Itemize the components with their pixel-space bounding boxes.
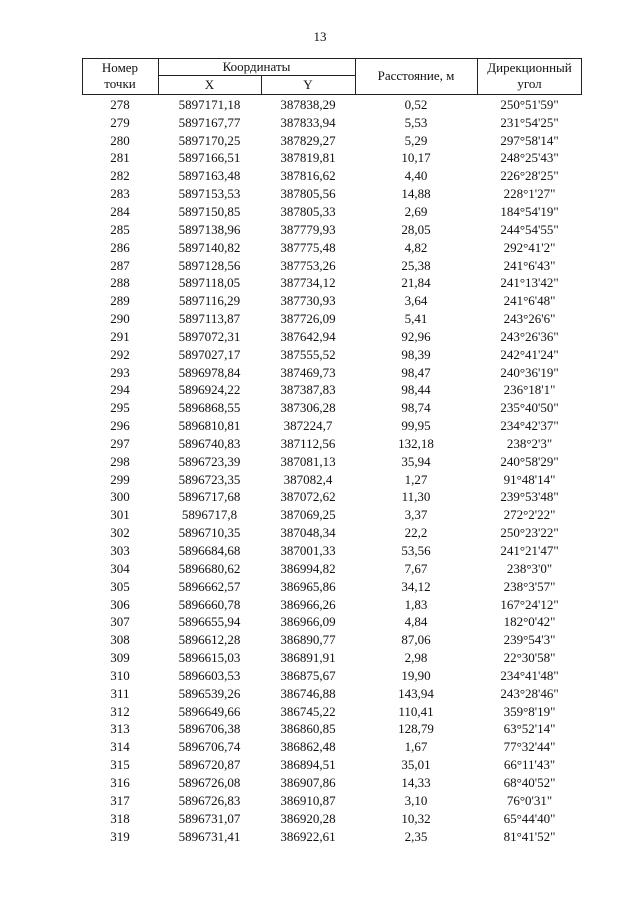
distance-cell: 5,53 (404, 114, 428, 130)
coord-y-cell: 387069,25 (280, 507, 336, 523)
coord-x-cell: 5896978,84 (178, 364, 241, 380)
coord-x-cell: 5896612,28 (178, 632, 241, 648)
distance-cell: 10,17 (401, 150, 431, 166)
coord-y-cell: 386922,61 (280, 828, 336, 844)
distance-cell: 92,96 (401, 328, 431, 344)
distance-cell: 19,90 (401, 667, 431, 683)
table-row (82, 310, 582, 328)
coord-y-cell: 386966,09 (280, 614, 336, 630)
point-number-cell: 288 (110, 275, 130, 291)
table-row (82, 792, 582, 810)
coord-y-cell: 387224,7 (283, 418, 333, 434)
coord-x-cell: 5897138,96 (178, 221, 241, 237)
header-number-line2: точки (104, 76, 136, 91)
coord-x-cell: 5896720,87 (178, 757, 241, 773)
coord-x-cell: 5896649,66 (178, 703, 241, 719)
coord-x-cell: 5896726,08 (178, 774, 241, 790)
header-number-line1: Номер (101, 60, 139, 75)
coord-y-cell: 387642,94 (280, 328, 336, 344)
coord-y-cell: 387555,52 (280, 346, 336, 362)
distance-cell: 22,2 (404, 525, 428, 541)
coord-y-cell: 386890,77 (280, 632, 336, 648)
coord-y-cell: 387726,09 (280, 311, 336, 327)
distance-cell: 98,74 (401, 400, 431, 416)
coord-x-cell: 5896723,39 (178, 453, 241, 469)
coord-x-cell: 5897118,05 (178, 275, 241, 291)
point-number-cell: 307 (110, 614, 130, 630)
direction-angle-cell: 184°54'19" (500, 203, 559, 219)
point-number-cell: 309 (110, 650, 130, 666)
point-number-cell: 315 (110, 757, 130, 773)
direction-angle-cell: 250°51'59" (500, 96, 559, 112)
distance-cell: 98,39 (401, 346, 431, 362)
distance-cell: 3,37 (404, 507, 428, 523)
point-number-cell: 294 (110, 382, 130, 398)
coord-y-cell: 387387,83 (280, 382, 336, 398)
distance-cell: 3,64 (404, 293, 428, 309)
point-number-cell: 305 (110, 578, 130, 594)
table-header (82, 58, 582, 94)
table-row (82, 185, 582, 203)
table-row (82, 756, 582, 774)
header-y: Y (303, 77, 313, 92)
point-number-cell: 306 (110, 596, 130, 612)
direction-angle-cell: 234°42'37" (500, 418, 559, 434)
direction-angle-cell: 244°54'55" (500, 221, 559, 237)
point-number-cell: 319 (110, 828, 130, 844)
coord-x-cell: 5897027,17 (178, 346, 241, 362)
point-number-cell: 287 (110, 257, 130, 273)
point-number-cell: 292 (110, 346, 130, 362)
direction-angle-cell: 243°26'6" (503, 311, 556, 327)
coord-y-cell: 386910,87 (280, 792, 336, 808)
distance-cell: 4,40 (404, 168, 428, 184)
distance-cell: 2,98 (404, 650, 428, 666)
coord-x-cell: 5896660,78 (178, 596, 241, 612)
distance-cell: 14,33 (401, 774, 431, 790)
distance-cell: 21,84 (401, 275, 431, 291)
coord-x-cell: 5897167,77 (178, 114, 241, 130)
coord-y-cell: 386875,67 (280, 667, 336, 683)
coord-x-cell: 5897072,31 (178, 328, 241, 344)
table-row (82, 810, 582, 828)
coord-x-cell: 5896706,38 (178, 721, 241, 737)
point-number-cell: 279 (110, 114, 130, 130)
table-row (82, 685, 582, 703)
coord-x-cell: 5896810,81 (178, 418, 241, 434)
distance-cell: 98,47 (401, 364, 431, 380)
table-row (82, 221, 582, 239)
coord-x-cell: 5897166,51 (178, 150, 241, 166)
coord-x-cell: 5896717,8 (181, 507, 238, 523)
point-number-cell: 295 (110, 400, 130, 416)
header-angle-line2: угол (517, 76, 542, 91)
coord-y-cell: 386746,88 (280, 685, 336, 701)
direction-angle-cell: 243°26'36" (500, 328, 559, 344)
distance-cell: 7,67 (404, 560, 428, 576)
coord-x-cell: 5897140,82 (178, 239, 241, 255)
distance-cell: 1,67 (404, 739, 428, 755)
coord-x-cell: 5896615,03 (178, 650, 241, 666)
point-number-cell: 283 (110, 186, 130, 202)
direction-angle-cell: 241°6'48" (503, 293, 556, 309)
point-number-cell: 318 (110, 810, 130, 826)
distance-cell: 2,35 (404, 828, 428, 844)
point-number-cell: 289 (110, 293, 130, 309)
point-number-cell: 302 (110, 525, 130, 541)
point-number-cell: 311 (110, 685, 130, 701)
coord-y-cell: 386907,86 (280, 774, 336, 790)
distance-cell: 25,38 (401, 257, 431, 273)
table-row (82, 631, 582, 649)
distance-cell: 11,30 (401, 489, 431, 505)
point-number-cell: 303 (110, 543, 130, 559)
coord-y-cell: 386745,22 (280, 703, 336, 719)
table-row (82, 560, 582, 578)
coord-y-cell: 386894,51 (280, 757, 336, 773)
distance-cell: 2,69 (404, 203, 428, 219)
coord-y-cell: 387816,62 (280, 168, 336, 184)
coord-y-cell: 386920,28 (280, 810, 336, 826)
coord-x-cell: 5896706,74 (178, 739, 241, 755)
table-row (82, 721, 582, 739)
direction-angle-cell: 22°30'58" (503, 650, 556, 666)
point-number-cell: 297 (110, 435, 130, 451)
point-number-cell: 281 (110, 150, 130, 166)
coord-x-cell: 5896710,35 (178, 525, 241, 541)
coord-y-cell: 387805,33 (280, 203, 336, 219)
point-number-cell: 314 (110, 739, 130, 755)
coord-y-cell: 386966,26 (280, 596, 336, 612)
distance-cell: 10,32 (401, 810, 431, 826)
distance-cell: 53,56 (401, 543, 431, 559)
distance-cell: 143,94 (398, 685, 434, 701)
direction-angle-cell: 240°36'19" (500, 364, 559, 380)
coord-x-cell: 5896731,41 (178, 828, 241, 844)
distance-cell: 132,18 (398, 435, 434, 451)
point-number-cell: 285 (110, 221, 130, 237)
distance-cell: 4,84 (404, 614, 428, 630)
direction-angle-cell: 297°58'14" (500, 132, 559, 148)
header-x: X (204, 77, 215, 92)
point-number-cell: 300 (110, 489, 130, 505)
coord-y-cell: 387779,93 (280, 221, 336, 237)
coord-x-cell: 5897163,48 (178, 168, 241, 184)
coord-x-cell: 5896924,22 (178, 382, 241, 398)
point-number-cell: 286 (110, 239, 130, 255)
coord-y-cell: 387829,27 (280, 132, 336, 148)
point-number-cell: 278 (110, 96, 130, 112)
point-number-cell: 284 (110, 203, 130, 219)
coord-x-cell: 5896684,68 (178, 543, 241, 559)
direction-angle-cell: 239°54'3" (503, 632, 556, 648)
point-number-cell: 313 (110, 721, 130, 737)
coord-y-cell: 387819,81 (280, 150, 336, 166)
page-number: 13 (313, 29, 327, 44)
table-row (82, 150, 582, 168)
direction-angle-cell: 236°18'1" (503, 382, 556, 398)
direction-angle-cell: 238°3'57" (503, 578, 556, 594)
direction-angle-cell: 240°58'29" (500, 453, 559, 469)
header-bottom-border (82, 94, 582, 95)
distance-cell: 28,05 (401, 221, 431, 237)
coord-y-cell: 387112,56 (280, 435, 336, 451)
direction-angle-cell: 248°25'43" (500, 150, 559, 166)
direction-angle-cell: 231°54'25" (500, 114, 559, 130)
header-coordinates: Координаты (222, 59, 291, 74)
coord-x-cell: 5897153,53 (178, 186, 241, 202)
table-row (82, 738, 582, 756)
coord-y-cell: 387838,29 (280, 96, 336, 112)
coord-y-cell: 387469,73 (280, 364, 336, 380)
coord-x-cell: 5897171,18 (178, 96, 241, 112)
coord-x-cell: 5897113,87 (178, 311, 241, 327)
table-row (82, 489, 582, 507)
distance-cell: 5,29 (404, 132, 428, 148)
coord-x-cell: 5896603,53 (178, 667, 241, 683)
table-row (82, 239, 582, 257)
direction-angle-cell: 239°53'48" (500, 489, 559, 505)
coord-y-cell: 386994,82 (280, 560, 336, 576)
direction-angle-cell: 182°0'42" (503, 614, 556, 630)
table-row (82, 292, 582, 310)
direction-angle-cell: 167°24'12" (500, 596, 559, 612)
table-body (82, 96, 582, 845)
header-coordinates-divider (158, 75, 355, 76)
coord-x-cell: 5896680,62 (178, 560, 241, 576)
distance-cell: 98,44 (401, 382, 431, 398)
distance-cell: 87,06 (401, 632, 431, 648)
direction-angle-cell: 238°3'0" (506, 560, 553, 576)
direction-angle-cell: 243°28'46" (500, 685, 559, 701)
coord-x-cell: 5896740,83 (178, 435, 241, 451)
coord-y-cell: 387072,62 (280, 489, 336, 505)
coord-y-cell: 387775,48 (280, 239, 336, 255)
distance-cell: 3,10 (404, 792, 428, 808)
point-number-cell: 290 (110, 311, 130, 327)
direction-angle-cell: 81°41'52" (503, 828, 556, 844)
coord-y-cell: 386965,86 (280, 578, 336, 594)
coord-y-cell: 387753,26 (280, 257, 336, 273)
coord-x-cell: 5896731,07 (178, 810, 241, 826)
coord-y-cell: 387805,56 (280, 186, 336, 202)
table-row (82, 506, 582, 524)
distance-cell: 35,01 (401, 757, 431, 773)
coord-x-cell: 5896723,35 (178, 471, 241, 487)
coord-x-cell: 5897116,29 (178, 293, 241, 309)
table-row (82, 114, 582, 132)
point-number-cell: 298 (110, 453, 130, 469)
distance-cell: 34,12 (401, 578, 431, 594)
table-row (82, 346, 582, 364)
direction-angle-cell: 228°1'27" (503, 186, 556, 202)
point-number-cell: 280 (110, 132, 130, 148)
point-number-cell: 291 (110, 328, 130, 344)
table-row (82, 435, 582, 453)
point-number-cell: 296 (110, 418, 130, 434)
table-row (82, 774, 582, 792)
direction-angle-cell: 242°41'24" (500, 346, 559, 362)
table-row (82, 524, 582, 542)
point-number-cell: 308 (110, 632, 130, 648)
point-number-cell: 310 (110, 667, 130, 683)
direction-angle-cell: 91°48'14" (503, 471, 556, 487)
direction-angle-cell: 76°0'31" (506, 792, 553, 808)
coord-x-cell: 5897128,56 (178, 257, 241, 273)
direction-angle-cell: 234°41'48" (500, 667, 559, 683)
table-row (82, 399, 582, 417)
table-row (82, 703, 582, 721)
point-number-cell: 304 (110, 560, 130, 576)
point-number-cell: 299 (110, 471, 130, 487)
coord-y-cell: 387833,94 (280, 114, 336, 130)
point-number-cell: 317 (110, 792, 130, 808)
table-row (82, 203, 582, 221)
coord-x-cell: 5896726,83 (178, 792, 241, 808)
table-row (82, 542, 582, 560)
point-number-cell: 316 (110, 774, 130, 790)
coord-y-cell: 387730,93 (280, 293, 336, 309)
direction-angle-cell: 63°52'14" (503, 721, 556, 737)
distance-cell: 110,41 (398, 703, 434, 719)
table-row (82, 667, 582, 685)
coord-y-cell: 387081,13 (280, 453, 336, 469)
table-row (82, 471, 582, 489)
header-distance: Расстояние, м (377, 68, 455, 83)
direction-angle-cell: 226°28'25" (500, 168, 559, 184)
coord-y-cell: 387082,4 (283, 471, 333, 487)
point-number-cell: 312 (110, 703, 130, 719)
table-row (82, 328, 582, 346)
point-number-cell: 282 (110, 168, 130, 184)
table-row (82, 96, 582, 114)
direction-angle-cell: 235°40'50" (500, 400, 559, 416)
coord-x-cell: 5896539,26 (178, 685, 241, 701)
distance-cell: 35,94 (401, 453, 431, 469)
coord-x-cell: 5896717,68 (178, 489, 241, 505)
distance-cell: 0,52 (404, 96, 428, 112)
table-row (82, 828, 582, 846)
table-row (82, 453, 582, 471)
coord-y-cell: 387001,33 (280, 543, 336, 559)
distance-cell: 14,88 (401, 186, 431, 202)
direction-angle-cell: 241°21'47" (500, 543, 559, 559)
table-row (82, 132, 582, 150)
distance-cell: 1,27 (404, 471, 428, 487)
direction-angle-cell: 250°23'22" (500, 525, 559, 541)
table-row (82, 167, 582, 185)
coord-y-cell: 386862,48 (280, 739, 336, 755)
coord-x-cell: 5896662,57 (178, 578, 241, 594)
direction-angle-cell: 292°41'2" (503, 239, 556, 255)
table-row (82, 649, 582, 667)
distance-cell: 99,95 (401, 418, 431, 434)
direction-angle-cell: 66°11'43" (503, 757, 556, 773)
table-row (82, 417, 582, 435)
direction-angle-cell: 359°8'19" (503, 703, 556, 719)
table-row (82, 274, 582, 292)
table-row (82, 364, 582, 382)
coord-y-cell: 386891,91 (280, 650, 336, 666)
coord-x-cell: 5896655,94 (178, 614, 241, 630)
direction-angle-cell: 65°44'40" (503, 810, 556, 826)
table-row (82, 596, 582, 614)
direction-angle-cell: 241°6'43" (503, 257, 556, 273)
direction-angle-cell: 238°2'3" (506, 435, 553, 451)
direction-angle-cell: 272°2'22" (503, 507, 556, 523)
direction-angle-cell: 241°13'42" (500, 275, 559, 291)
distance-cell: 5,41 (404, 311, 428, 327)
distance-cell: 4,82 (404, 239, 428, 255)
coord-y-cell: 386860,85 (280, 721, 336, 737)
distance-cell: 1,83 (404, 596, 428, 612)
coord-x-cell: 5897150,85 (178, 203, 241, 219)
table-row (82, 578, 582, 596)
header-angle-line1: Дирекционный (487, 60, 572, 75)
table-row (82, 613, 582, 631)
coord-x-cell: 5897170,25 (178, 132, 241, 148)
direction-angle-cell: 68°40'52" (503, 774, 556, 790)
table-row (82, 382, 582, 400)
point-number-cell: 301 (110, 507, 130, 523)
coord-y-cell: 387306,28 (280, 400, 336, 416)
coord-y-cell: 387734,12 (280, 275, 336, 291)
direction-angle-cell: 77°32'44" (503, 739, 556, 755)
header-top-border (82, 58, 582, 59)
point-number-cell: 293 (110, 364, 130, 380)
table-row (82, 257, 582, 275)
coord-x-cell: 5896868,55 (178, 400, 241, 416)
coord-y-cell: 387048,34 (280, 525, 336, 541)
distance-cell: 128,79 (398, 721, 434, 737)
